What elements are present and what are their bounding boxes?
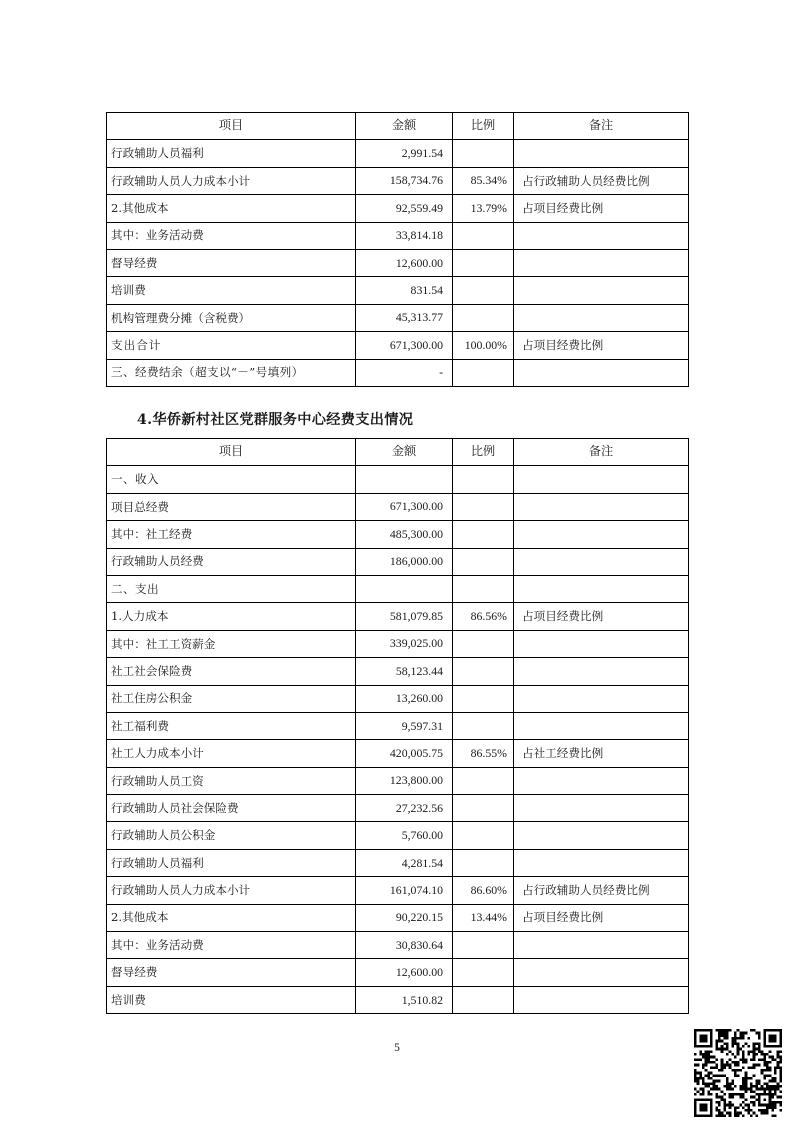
table1-column-header: 备注 xyxy=(514,113,689,140)
cell-item: 其中：业务活动费 xyxy=(107,222,356,249)
cell-remark xyxy=(514,712,689,739)
table-row xyxy=(107,795,689,822)
cell-amount: 123,800.00 xyxy=(356,767,453,794)
cell-item: 其中：业务活动费 xyxy=(107,932,356,959)
cell-remark: 占项目经费比例 xyxy=(514,195,689,222)
cell-ratio xyxy=(453,466,514,493)
cell-amount: 161,074.10 xyxy=(356,877,453,904)
table1-column-header: 项目 xyxy=(107,113,356,140)
table-row xyxy=(107,195,689,222)
table-row xyxy=(107,959,689,986)
cell-ratio: 85.34% xyxy=(453,167,514,194)
cell-remark xyxy=(514,359,689,386)
cell-remark xyxy=(514,277,689,304)
table1-column-header: 比例 xyxy=(453,113,514,140)
cell-ratio xyxy=(453,849,514,876)
cell-remark: 占项目经费比例 xyxy=(514,904,689,931)
cell-remark xyxy=(514,658,689,685)
table-row xyxy=(107,466,689,493)
cell-remark xyxy=(514,685,689,712)
cell-remark xyxy=(514,822,689,849)
page-number: 5 xyxy=(394,1042,400,1054)
cell-ratio xyxy=(453,359,514,386)
cell-amount xyxy=(356,466,453,493)
cell-item: 二、支出 xyxy=(107,575,356,602)
table1-body xyxy=(107,113,689,387)
cell-amount: 5,760.00 xyxy=(356,822,453,849)
cell-ratio xyxy=(453,277,514,304)
table-row xyxy=(107,249,689,276)
cell-item: 行政辅助人员福利 xyxy=(107,140,356,167)
cell-amount: 9,597.31 xyxy=(356,712,453,739)
table-row xyxy=(107,986,689,1013)
cell-item: 社工福利费 xyxy=(107,712,356,739)
cell-ratio: 86.55% xyxy=(453,740,514,767)
cell-item: 行政辅助人员福利 xyxy=(107,849,356,876)
table-row xyxy=(107,685,689,712)
cell-amount: 45,313.77 xyxy=(356,304,453,331)
cell-item: 三、经费结余（超支以“－”号填列） xyxy=(107,359,356,386)
cell-item: 行政辅助人员人力成本小计 xyxy=(107,877,356,904)
table2-body xyxy=(107,439,689,1014)
cell-ratio xyxy=(453,575,514,602)
cell-item: 行政辅助人员工资 xyxy=(107,767,356,794)
cell-amount: 671,300.00 xyxy=(356,332,453,359)
cell-item: 一、收入 xyxy=(107,466,356,493)
cell-remark: 占行政辅助人员经费比例 xyxy=(514,167,689,194)
cell-ratio xyxy=(453,986,514,1013)
qr-code xyxy=(694,1029,782,1117)
cell-amount: 158,734.76 xyxy=(356,167,453,194)
cell-amount: 831.54 xyxy=(356,277,453,304)
table-row xyxy=(107,332,689,359)
cell-ratio xyxy=(453,630,514,657)
cell-ratio xyxy=(453,658,514,685)
table-row xyxy=(107,304,689,331)
cell-remark xyxy=(514,493,689,520)
table-row xyxy=(107,849,689,876)
cell-item: 行政辅助人员社会保险费 xyxy=(107,795,356,822)
cell-ratio xyxy=(453,959,514,986)
cell-item: 督导经费 xyxy=(107,249,356,276)
cell-remark xyxy=(514,630,689,657)
cell-item: 培训费 xyxy=(107,277,356,304)
cell-amount: - xyxy=(356,359,453,386)
table-row xyxy=(107,658,689,685)
table-row xyxy=(107,630,689,657)
cell-remark xyxy=(514,249,689,276)
table-row xyxy=(107,521,689,548)
cell-amount: 186,000.00 xyxy=(356,548,453,575)
cell-item: 其中：社工工资薪金 xyxy=(107,630,356,657)
table-row xyxy=(107,603,689,630)
cell-amount: 30,830.64 xyxy=(356,932,453,959)
table-row xyxy=(107,822,689,849)
cell-remark xyxy=(514,849,689,876)
cell-amount: 4,281.54 xyxy=(356,849,453,876)
cell-item: 督导经费 xyxy=(107,959,356,986)
table-row xyxy=(107,740,689,767)
table-row xyxy=(107,140,689,167)
cell-remark xyxy=(514,222,689,249)
expenditure-table-continued xyxy=(106,112,689,387)
table-row xyxy=(107,548,689,575)
cell-ratio: 86.60% xyxy=(453,877,514,904)
cell-ratio xyxy=(453,548,514,575)
table-row xyxy=(107,767,689,794)
cell-ratio xyxy=(453,822,514,849)
cell-remark xyxy=(514,767,689,794)
cell-ratio: 86.56% xyxy=(453,603,514,630)
section-heading-4: 4.华侨新村社区党群服务中心经费支出情况 xyxy=(137,412,414,428)
cell-ratio xyxy=(453,222,514,249)
table-row xyxy=(107,877,689,904)
cell-amount: 339,025.00 xyxy=(356,630,453,657)
cell-amount: 1,510.82 xyxy=(356,986,453,1013)
table-row xyxy=(107,493,689,520)
table1-column-header: 金额 xyxy=(356,113,453,140)
cell-amount: 485,300.00 xyxy=(356,521,453,548)
cell-remark xyxy=(514,575,689,602)
huaqiao-xincun-expenditure-table xyxy=(106,438,689,1014)
table1-header-row xyxy=(107,113,689,140)
cell-item: 行政辅助人员经费 xyxy=(107,548,356,575)
table-row xyxy=(107,222,689,249)
cell-item: 行政辅助人员公积金 xyxy=(107,822,356,849)
cell-item: 机构管理费分摊（含税费） xyxy=(107,304,356,331)
cell-remark xyxy=(514,986,689,1013)
cell-item: 支出合计 xyxy=(107,332,356,359)
table-row xyxy=(107,359,689,386)
cell-ratio xyxy=(453,795,514,822)
cell-amount: 671,300.00 xyxy=(356,493,453,520)
cell-item: 社工社会保险费 xyxy=(107,658,356,685)
cell-ratio: 13.79% xyxy=(453,195,514,222)
cell-amount: 13,260.00 xyxy=(356,685,453,712)
cell-item: 2.其他成本 xyxy=(107,904,356,931)
cell-ratio xyxy=(453,685,514,712)
cell-remark xyxy=(514,932,689,959)
cell-ratio xyxy=(453,493,514,520)
cell-amount: 420,005.75 xyxy=(356,740,453,767)
cell-amount: 33,814.18 xyxy=(356,222,453,249)
cell-item: 培训费 xyxy=(107,986,356,1013)
table2-header-row xyxy=(107,439,689,466)
cell-remark: 占项目经费比例 xyxy=(514,332,689,359)
cell-remark xyxy=(514,304,689,331)
table2-column-header: 项目 xyxy=(107,439,356,466)
cell-ratio xyxy=(453,249,514,276)
cell-remark: 占社工经费比例 xyxy=(514,740,689,767)
cell-remark xyxy=(514,521,689,548)
cell-amount: 58,123.44 xyxy=(356,658,453,685)
cell-amount: 2,991.54 xyxy=(356,140,453,167)
cell-item: 社工住房公积金 xyxy=(107,685,356,712)
cell-amount: 92,559.49 xyxy=(356,195,453,222)
table-row xyxy=(107,904,689,931)
cell-item: 社工人力成本小计 xyxy=(107,740,356,767)
cell-remark: 占项目经费比例 xyxy=(514,603,689,630)
table-row xyxy=(107,575,689,602)
cell-item: 2.其他成本 xyxy=(107,195,356,222)
cell-remark xyxy=(514,795,689,822)
cell-ratio xyxy=(453,767,514,794)
table-row xyxy=(107,712,689,739)
cell-ratio xyxy=(453,140,514,167)
cell-item: 项目总经费 xyxy=(107,493,356,520)
table-row xyxy=(107,167,689,194)
cell-amount: 27,232.56 xyxy=(356,795,453,822)
cell-item: 行政辅助人员人力成本小计 xyxy=(107,167,356,194)
cell-ratio xyxy=(453,712,514,739)
cell-amount: 90,220.15 xyxy=(356,904,453,931)
table2-column-header: 备注 xyxy=(514,439,689,466)
cell-remark xyxy=(514,140,689,167)
cell-remark: 占行政辅助人员经费比例 xyxy=(514,877,689,904)
cell-ratio: 100.00% xyxy=(453,332,514,359)
table2-column-header: 比例 xyxy=(453,439,514,466)
cell-amount: 581,079.85 xyxy=(356,603,453,630)
cell-item: 1.人力成本 xyxy=(107,603,356,630)
cell-remark xyxy=(514,548,689,575)
cell-remark xyxy=(514,466,689,493)
cell-amount xyxy=(356,575,453,602)
table-row xyxy=(107,277,689,304)
cell-item: 其中：社工经费 xyxy=(107,521,356,548)
table2-column-header: 金额 xyxy=(356,439,453,466)
cell-ratio xyxy=(453,521,514,548)
cell-ratio: 13.44% xyxy=(453,904,514,931)
cell-ratio xyxy=(453,932,514,959)
cell-remark xyxy=(514,959,689,986)
cell-amount: 12,600.00 xyxy=(356,959,453,986)
cell-ratio xyxy=(453,304,514,331)
cell-amount: 12,600.00 xyxy=(356,249,453,276)
table-row xyxy=(107,932,689,959)
